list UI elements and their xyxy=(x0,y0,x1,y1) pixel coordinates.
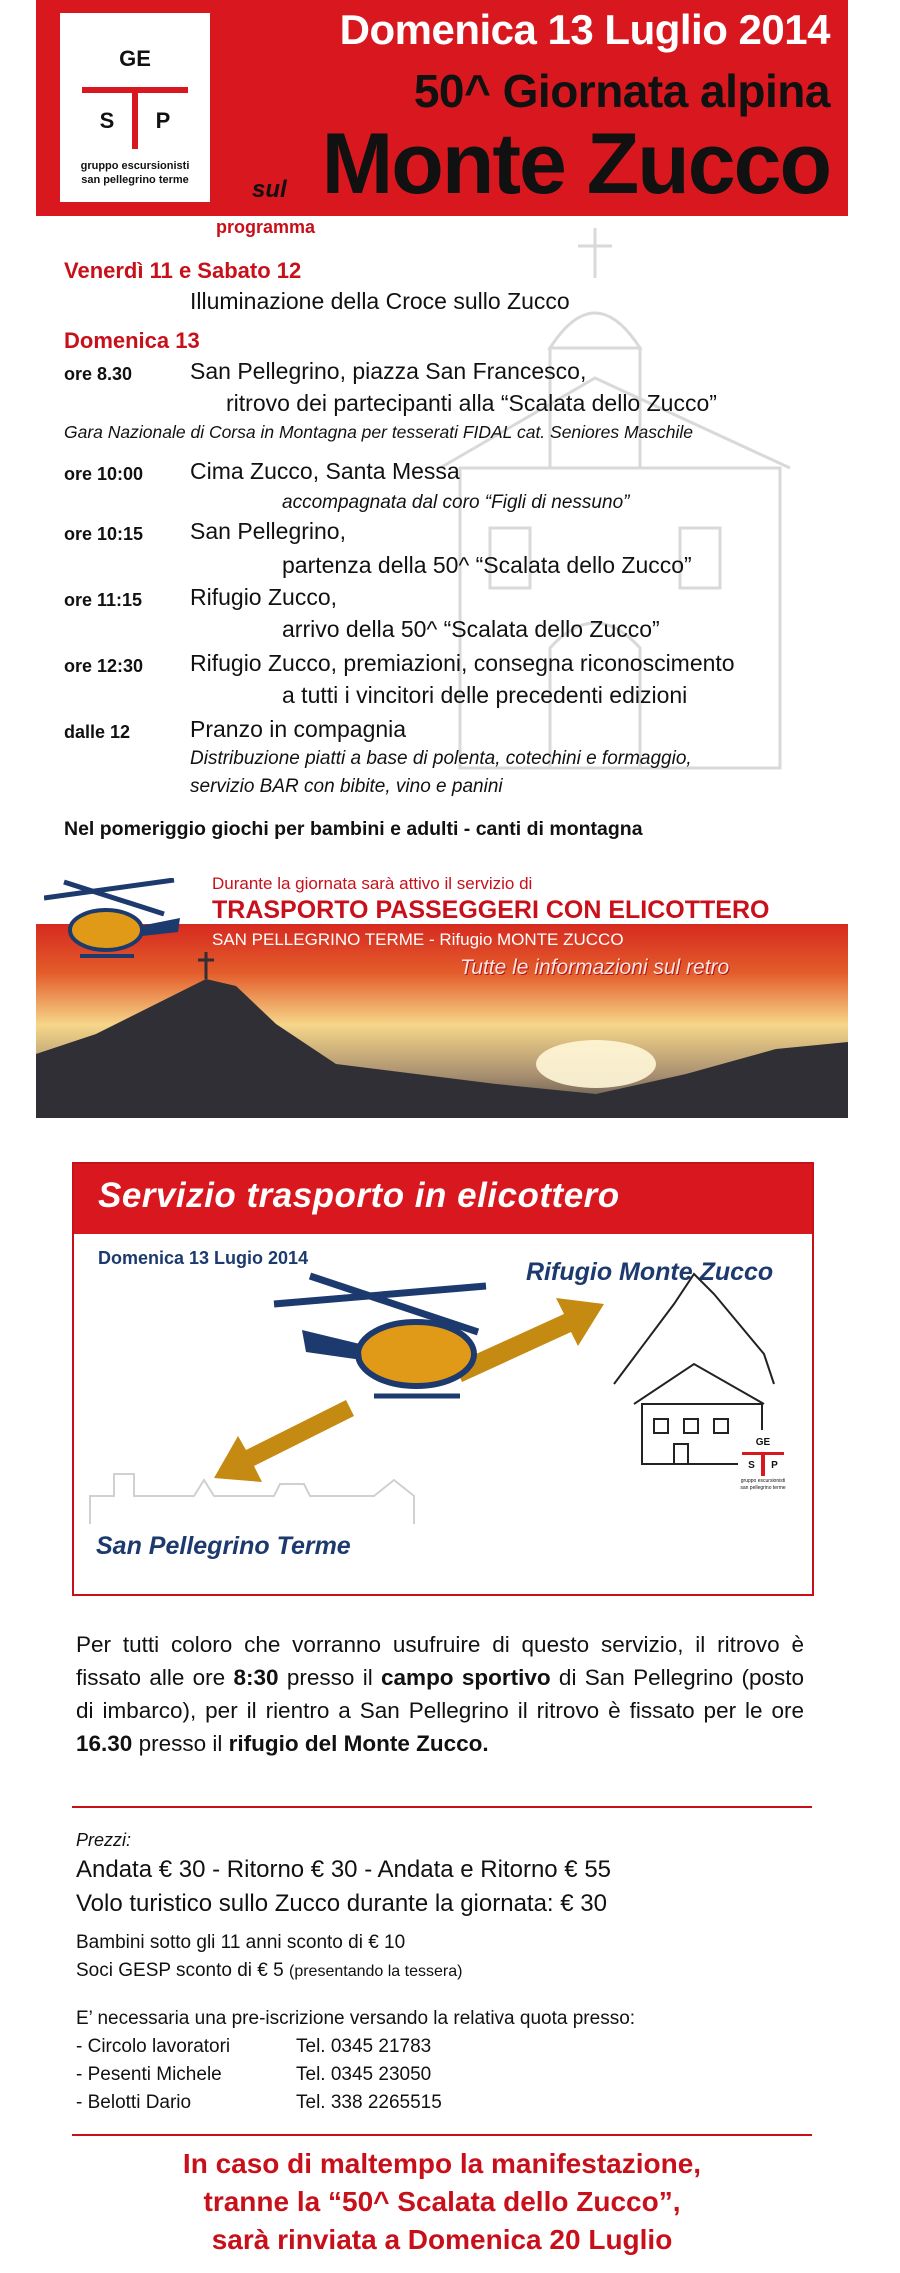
divider xyxy=(72,2134,812,2136)
arrow-up-right-icon xyxy=(454,1298,604,1382)
schedule-time: ore 11:15 xyxy=(64,590,143,610)
schedule-time: ore 12:30 xyxy=(64,656,144,676)
info-on-back: Tutte le informazioni sul retro xyxy=(460,956,730,979)
origin-label: San Pellegrino Terme xyxy=(96,1532,351,1560)
day-label-sunday: Domenica 13 xyxy=(64,328,200,353)
helicopter-illustration-icon xyxy=(274,1276,486,1396)
schedule-desc: Cima Zucco, Santa Messa xyxy=(190,458,460,484)
route-text: SAN PELLEGRINO TERME - Rifugio MONTE ZUCCO xyxy=(212,930,624,949)
schedule-desc: Pranzo in compagnia xyxy=(190,716,407,742)
contact-phone: Tel. 0345 21783 xyxy=(296,2036,432,2057)
helicopter-banner xyxy=(36,874,848,1118)
logo-letters-top: GE xyxy=(82,31,188,87)
service-date: Domenica 13 Lugio 2014 xyxy=(98,1248,309,1268)
schedule-time: ore 10:15 xyxy=(64,524,144,544)
discount-children: Bambini sotto gli 11 anni sconto di € 10 xyxy=(76,1932,406,1953)
info-paragraph: Per tutti coloro che vorranno usufruire di questo servizio, il ritrovo è fissato alle ore 8:30 presso il campo sportivo di San Pellegrino (posto di imbarco), per il rientro a San Pellegrino il ritrovo è fissato per le ore 16.30 presso il rifugio del Monte Zucco. xyxy=(76,1632,805,1756)
schedule-desc-cont: partenza della 50^ “Scalata dello Zucco” xyxy=(282,552,692,578)
logo-letter-s: S xyxy=(82,93,132,149)
date-title: Domenica 13 Luglio 2014 xyxy=(339,6,830,53)
gesp-logo xyxy=(60,13,210,202)
destination-label: Rifugio Monte Zucco xyxy=(526,1258,774,1286)
contact-name: - Pesenti Michele xyxy=(76,2064,222,2085)
schedule-desc-cont: accompagnata dal coro “Figli di nessuno” xyxy=(282,492,630,513)
illumination-desc: Illuminazione della Croce sullo Zucco xyxy=(190,288,570,314)
service-title: Servizio trasporto in elicottero xyxy=(98,1176,620,1215)
mini-logo-letter-p: P xyxy=(765,1455,784,1476)
mini-logo-caption: gruppo escursionisti san pellegrino terme xyxy=(740,1478,786,1491)
mini-logo-letters-top: GE xyxy=(742,1432,784,1452)
registration-intro: E’ necessaria una pre-iscrizione versando la relativa quota presso: xyxy=(76,2008,636,2029)
logo-caption-2: san pellegrino terme xyxy=(81,174,189,186)
schedule-note: servizio BAR con bibite, vino e panini xyxy=(190,776,503,797)
schedule-time: dalle 12 xyxy=(64,722,131,742)
schedule-desc: San Pellegrino, xyxy=(190,518,346,544)
contact-phone: Tel. 338 2265515 xyxy=(296,2092,442,2113)
service-intro: Durante la giornata sarà attivo il servizio di xyxy=(212,874,533,893)
schedule-desc: Rifugio Zucco, premiazioni, consegna riconoscimento xyxy=(190,650,735,676)
schedule-note: Distribuzione piatti a base di polenta, cotechini e formaggio, xyxy=(190,748,692,769)
schedule-time: ore 8.30 xyxy=(64,364,133,384)
mountain-title: Monte Zucco xyxy=(321,116,830,212)
logo-caption-1: gruppo escursionisti xyxy=(80,160,190,172)
schedule-desc: San Pellegrino, piazza San Francesco, xyxy=(190,358,587,384)
day-label-friday-saturday: Venerdì 11 e Sabato 12 xyxy=(64,258,302,283)
discount-members: Soci GESP sconto di € 5 (presentando la tessera) xyxy=(76,1960,463,1981)
afternoon-activities: Nel pomeriggio giochi per bambini e adulti - canti di montagna xyxy=(64,818,643,840)
helicopter-icon xyxy=(44,878,184,968)
sul-label: sul xyxy=(252,176,287,203)
schedule-desc: Rifugio Zucco, xyxy=(190,584,338,610)
gesp-mini-logo xyxy=(738,1430,788,1498)
divider xyxy=(72,1806,812,1808)
schedule-desc-cont: ritrovo dei partecipanti alla “Scalata dello Zucco” xyxy=(226,390,717,416)
prices-label: Prezzi: xyxy=(76,1830,132,1850)
arrow-down-left-icon xyxy=(214,1400,354,1482)
weather-notice-line1: In caso di maltempo la manifestazione, xyxy=(182,2148,702,2179)
schedule-desc-cont: arrivo della 50^ “Scalata dello Zucco” xyxy=(282,616,660,642)
mini-logo-letter-s: S xyxy=(742,1455,761,1476)
schedule-time: ore 10:00 xyxy=(64,464,144,484)
helicopter-service-title: TRASPORTO PASSEGGERI CON ELICOTTERO xyxy=(212,896,770,924)
contact-name: - Circolo lavoratori xyxy=(76,2036,231,2057)
race-note: Gara Nazionale di Corsa in Montagna per tesserati FIDAL cat. Seniores Maschile xyxy=(64,422,694,442)
service-box xyxy=(72,1162,814,1596)
contact-phone: Tel. 0345 23050 xyxy=(296,2064,432,2085)
event-title: 50^ Giornata alpina xyxy=(413,65,830,117)
programma-label: programma xyxy=(216,217,316,237)
town-outline-icon xyxy=(90,1474,414,1524)
price-line: Volo turistico sullo Zucco durante la giornata: € 30 xyxy=(76,1890,607,1917)
price-line: Andata € 30 - Ritorno € 30 - Andata e Ritorno € 55 xyxy=(76,1856,612,1883)
weather-notice-line2: tranne la “50^ Scalata dello Zucco”, xyxy=(203,2186,681,2217)
weather-notice-line3: sarà rinviata a Domenica 20 Luglio xyxy=(211,2224,673,2255)
contact-name: - Belotti Dario xyxy=(76,2092,192,2113)
schedule-desc-cont: a tutti i vincitori delle precedenti edizioni xyxy=(282,682,688,708)
logo-letter-p: P xyxy=(138,93,188,149)
